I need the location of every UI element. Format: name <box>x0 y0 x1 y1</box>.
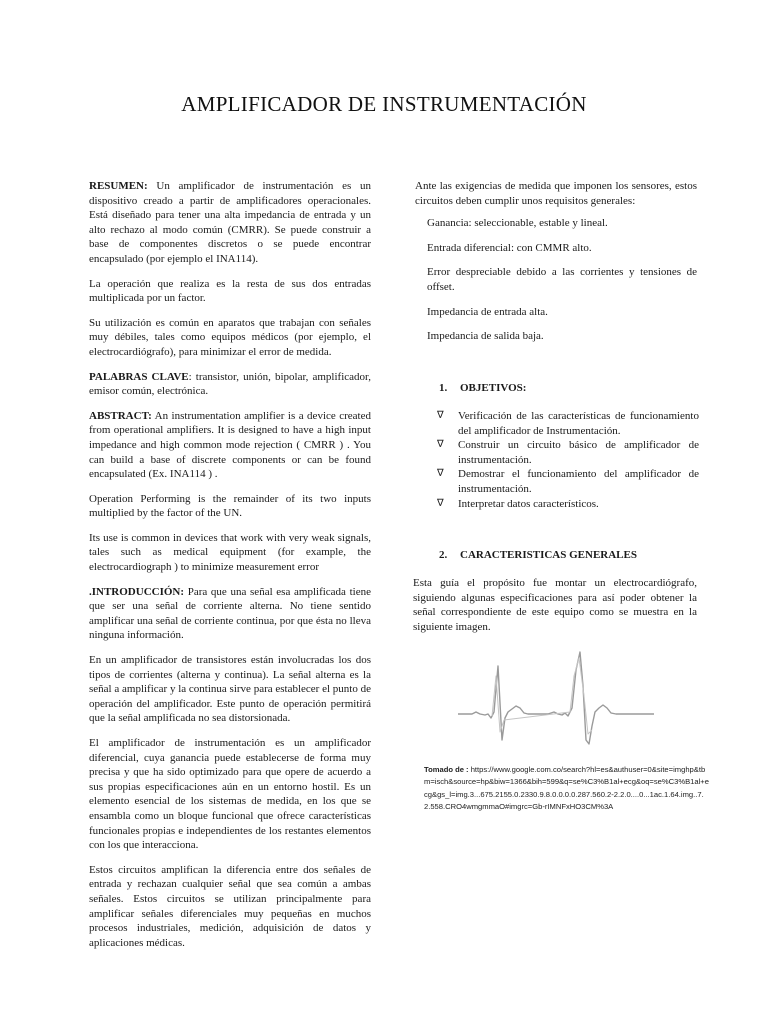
requirement-offset: Error despreciable debido a las corrientes y tensiones de offset. <box>427 266 697 293</box>
characteristics-number: 2. <box>439 549 448 561</box>
list-item <box>437 409 699 438</box>
source-url: https://www.google.com.co/search?hl=es&authuser=0&site=imghp&tbm=isch&source=hp&biw=1366&bih=599&q=se%C3%B1al+ecg&oq=se%C3%B1al+ecg&gs_l=img.3...675.2155.0.2330.9.8.0.0.0.0.287.560.2-2.2.0....0...1ac.1.64.img..7.2.558.CRO4wmgmmaO#imgrc=Gb-rIMNFxHO3CM%3A <box>424 765 709 812</box>
source-label: Tomado de : <box>424 765 469 774</box>
keywords-text: : transistor, unión, bipolar, amplificador, emisor común, electrónica. <box>89 370 372 398</box>
image-source-caption <box>424 764 710 814</box>
list-item <box>437 497 699 512</box>
resumen-label: RESUMEN: <box>89 180 148 192</box>
differential-paragraph: El amplificador de instrumentación es un amplificador diferencial, cuya ganancia puede establecerse de forma muy precisa y que ha sido optimizado para que opere de acuerdo a sus propias especificaciones aún en un entorno hostil. Es un elemento esencial de los sistemas de medida, en los que se ensambla como un bloque funcional que ofrece características funcionales propias e independientes de los restantes elementos con los que interacciona. <box>89 737 371 852</box>
circuits-paragraph: Estos circuitos amplifican la diferencia entre dos señales de entrada y rechazan cualquier señal que sea común a ambas señales. Estos circuitos se utilizan principalmente para amplificar señales diferenciales muy pequeñas en muchos procesos industriales, medición, adquisición de datos y aplicaciones médicas. <box>89 863 371 949</box>
guide-paragraph: Esta guía el propósito fue montar un electrocardiógrafo, siguiendo algunas especificaciones para así poder obtener la señal correspondiente de este equipo como se muestra en la siguiente imagen. <box>413 577 697 633</box>
usage-en-paragraph: Its use is common in devices that work with very weak signals, tales such as medical equipment (for example, the electrocardiograph ) to minimize measurement error <box>89 531 371 574</box>
requirement-input-impedance: Impedancia de entrada alta. <box>427 305 548 318</box>
requirement-gain: Ganancia: seleccionable, estable y lineal. <box>427 217 608 230</box>
abstract-label: ABSTRACT: <box>89 409 152 422</box>
list-item <box>437 467 699 496</box>
keywords-label: PALABRAS CLAVE <box>89 370 189 383</box>
transistor-paragraph: En un amplificador de transistores están involucradas los dos tipos de corrientes (alterna y continua). La señal alterna es la señal a amplificar y la continua sirve para establecer el punto de operación del amplificador. Este punto de operación permitirá que la señal amplificada no sea distorsionada. <box>89 654 371 725</box>
requirements-intro: Ante las exigencias de medida que imponen los sensores, estos circuitos deben cumplir unos requisitos generales: <box>415 180 697 207</box>
introduction-text: Para que una señal esa amplificada tiene que ser una señal de corriente alterna. No tiene sentido amplificar una señal de corriente continua, por que ésta no lleva ninguna información. <box>89 585 371 642</box>
keywords-paragraph <box>89 370 371 399</box>
usage-paragraph: Su utilización es común en aparatos que trabajan con señales muy débiles, tales como equipos médicos (por ejemplo, el electrocardiógrafo), para minimizar el error de medida. <box>89 316 371 358</box>
abstract-text: An instrumentation amplifier is a device created from operational amplifiers. It is designed to have a high input impedance and high common mode rejection ( CMRR ) . You can build a base of discrete components or can be found encapsulated (Ex. INA114 ) . <box>89 409 371 481</box>
introduction-label: .INTRODUCCIÓN: <box>89 585 185 598</box>
requirement-output-impedance: Impedancia de salida baja. <box>427 330 544 343</box>
ecg-signal-image <box>458 646 654 748</box>
resumen-paragraph <box>89 179 371 267</box>
document-title: AMPLIFICADOR DE INSTRUMENTACIÓN <box>181 92 587 116</box>
operation-en-paragraph: Operation Performing is the remainder of its two inputs multiplied by the factor of the UN. <box>89 492 371 520</box>
objective-text: Demostrar el funcionamiento del amplificador de instrumentación. <box>458 468 699 495</box>
objectives-heading <box>439 381 526 396</box>
objective-text: Verificación de las características de funcionamiento del amplificador de Instrumentación. <box>458 410 699 437</box>
objectives-number: 1. <box>439 382 448 394</box>
abstract-paragraph <box>89 409 371 482</box>
bullet-icon: ∇ <box>437 439 444 451</box>
right-column <box>413 179 699 633</box>
objectives-list <box>437 409 699 511</box>
bullet-icon: ∇ <box>437 468 444 480</box>
introduction-paragraph <box>89 585 371 643</box>
operation-paragraph: La operación que realiza es la resta de sus dos entradas multiplicada por un factor. <box>89 277 371 305</box>
list-item <box>437 438 699 467</box>
left-column <box>89 179 371 960</box>
bullet-icon: ∇ <box>437 410 444 421</box>
requirement-differential: Entrada diferencial: con CMMR alto. <box>427 241 592 254</box>
objective-text: Interpretar datos característicos. <box>458 497 599 510</box>
characteristics-title: CARACTERISTICAS GENERALES <box>460 549 637 561</box>
bullet-icon: ∇ <box>437 497 444 509</box>
resumen-text: Un amplificador de instrumentación es un dispositivo creado a partir de amplificadores operacionales. Está diseñado para tener una alta impedancia de entrada y un alto rechazo al modo común (CMRR). Se puede construir a base de componentes discretos o se puede encontrar encapsulado (por ejemplo el INA114). <box>89 180 371 265</box>
objective-text: Construir un circuito básico de amplificador de instrumentación. <box>458 439 699 466</box>
objectives-title: OBJETIVOS: <box>460 382 527 394</box>
characteristics-heading <box>439 548 637 563</box>
